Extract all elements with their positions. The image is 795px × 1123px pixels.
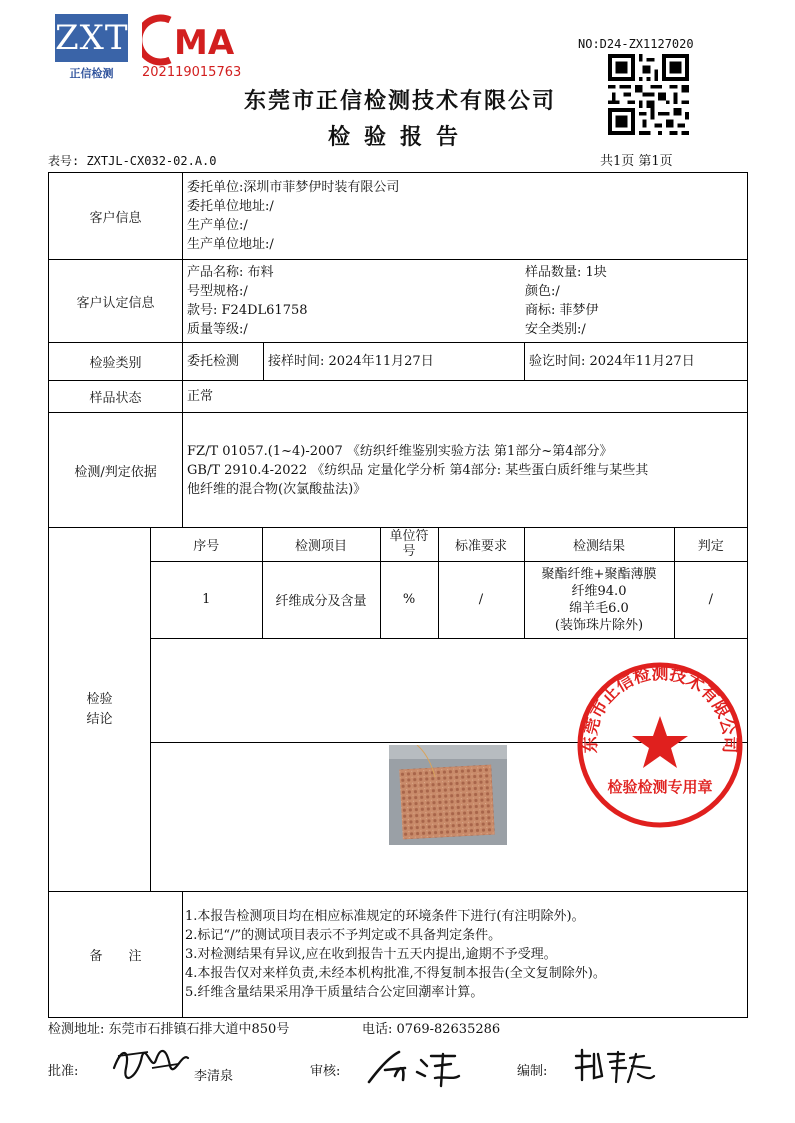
- cma-logo: [142, 14, 242, 66]
- inspection-type-label: 检验类别: [49, 343, 183, 381]
- conclusion-label-line1: 检验: [86, 691, 113, 707]
- results-row: [151, 561, 747, 638]
- remark-4: 4.本报告仅对来样负责,未经本机构批准,不得复制本报告(全文复制除外)。: [185, 966, 606, 981]
- remark-2: 2.标记“/”的测试项目表示不予判定或不具备判定条件。: [185, 928, 502, 943]
- inspection-type-row: [49, 343, 748, 381]
- star-icon: [632, 716, 688, 768]
- zxt-logo-subtitle: 正信检测: [69, 67, 114, 80]
- confirmed-info-row: [49, 260, 748, 343]
- review-label: 审核:: [310, 1064, 341, 1079]
- sample-status-row: [49, 381, 748, 413]
- report-number: NO:D24-ZX1127020: [578, 37, 694, 51]
- seal-bottom-text: 检验检测专用章: [607, 778, 713, 796]
- conclusion-label: [49, 528, 151, 892]
- remarks-values: [183, 892, 748, 1018]
- cma-number: 202119015763: [142, 65, 242, 80]
- result-item: 纤维成分及含量: [262, 561, 380, 638]
- header-requirement: 标准要求: [438, 528, 524, 561]
- result-value: [524, 561, 674, 638]
- lab-phone: 电话: 0769-82635286: [362, 1022, 501, 1037]
- sample-status-label: 样品状态: [49, 381, 183, 413]
- client-address: 委托单位地址:/: [187, 199, 274, 214]
- company-name: 东莞市正信检测技术有限公司: [243, 88, 556, 114]
- confirmed-info-values: [183, 260, 748, 343]
- inspection-seal: [575, 660, 745, 830]
- results-header-row: [151, 528, 747, 561]
- quality-grade: 质量等级:/: [187, 322, 248, 337]
- header-no: 序号: [151, 528, 262, 561]
- remarks-row: [49, 892, 748, 1018]
- result-requirement: /: [438, 561, 524, 638]
- page-info: 共1页 第1页: [600, 154, 673, 169]
- manufacturer: 生产单位:/: [187, 218, 248, 233]
- confirmed-info-label: 客户认定信息: [49, 260, 183, 343]
- approver-name: 李清泉: [194, 1069, 234, 1084]
- zxt-logo: ZXT: [55, 14, 128, 62]
- seal-ring-text: 东莞市正信检测技术有限公司: [580, 663, 740, 754]
- conclusion-label-line2: 结论: [86, 711, 113, 727]
- basis-standard-1: FZ/T 01057.(1~4)-2007 《纺织纤维鉴别实验方法 第1部分~第4部分》: [187, 443, 613, 459]
- brand: 商标: 菲梦伊: [525, 303, 599, 318]
- header-judgement: 判定: [674, 528, 747, 561]
- product-name: 产品名称: 布料: [187, 265, 274, 280]
- report-table: [48, 172, 748, 1018]
- result-line-1: 聚酯纤维+聚酯薄膜: [541, 566, 657, 582]
- sample-status-value: 正常: [183, 381, 748, 413]
- result-no: 1: [151, 561, 262, 638]
- review-signature: [365, 1046, 465, 1090]
- color: 颜色:/: [525, 284, 560, 299]
- remark-3: 3.对检测结果有异议,应在收到报告十五天内提出,逾期不予受理。: [185, 947, 557, 962]
- compile-label: 编制:: [517, 1064, 548, 1079]
- results-table: [151, 528, 747, 639]
- client-info-label: 客户信息: [49, 173, 183, 260]
- style-number: 款号: F24DL61758: [187, 303, 308, 318]
- result-judgement: /: [674, 561, 747, 638]
- basis-row: [49, 413, 748, 528]
- result-line-3: 绵羊毛6.0: [569, 600, 629, 616]
- sample-quantity: 样品数量: 1块: [525, 265, 607, 280]
- remark-5: 5.纤维含量结果采用净干质量结合公定回潮率计算。: [185, 985, 484, 1000]
- header-unit: 单位符号: [380, 528, 438, 561]
- model-spec: 号型规格:/: [187, 284, 248, 299]
- inspection-type-value: 委托检测: [183, 343, 264, 381]
- basis-values: [183, 413, 748, 528]
- sample-photo: [389, 745, 507, 845]
- client-name: 委托单位:深圳市菲梦伊时装有限公司: [187, 180, 400, 195]
- basis-standard-2: GB/T 2910.4-2022 《纺织品 定量化学分析 第4部分: 某些蛋白质纤维与某些其: [187, 462, 649, 478]
- header-result: 检测结果: [524, 528, 674, 561]
- client-info-row: [49, 173, 748, 260]
- completed-date: 验讫时间: 2024年11月27日: [525, 343, 748, 381]
- header-item: 检测项目: [262, 528, 380, 561]
- result-line-2: 纤维94.0: [571, 583, 627, 599]
- approve-label: 批准:: [48, 1064, 79, 1079]
- qr-code-icon: [608, 54, 689, 135]
- result-line-4: (装饰珠片除外): [554, 617, 644, 633]
- safety-category: 安全类别:/: [525, 322, 586, 337]
- form-number: 表号: ZXTJL-CX032-02.A.0: [48, 154, 217, 168]
- compile-signature: [572, 1046, 656, 1086]
- basis-label: 检测/判定依据: [49, 413, 183, 528]
- report-title: 检验报告: [327, 124, 472, 150]
- lab-address: 检测地址: 东莞市石排镇石排大道中850号: [48, 1022, 290, 1037]
- result-unit: %: [380, 561, 438, 638]
- basis-standard-2-cont: 他纤维的混合物(次氯酸盐法)》: [187, 481, 367, 497]
- remarks-label: 备 注: [49, 892, 183, 1018]
- approve-signature: [108, 1038, 194, 1084]
- manufacturer-address: 生产单位地址:/: [187, 237, 274, 252]
- remark-1: 1.本报告检测项目均在相应标准规定的环境条件下进行(有注明除外)。: [185, 909, 585, 924]
- received-date: 接样时间: 2024年11月27日: [264, 343, 525, 381]
- cma-logo-text: MA: [174, 23, 235, 63]
- client-info-values: [183, 173, 748, 260]
